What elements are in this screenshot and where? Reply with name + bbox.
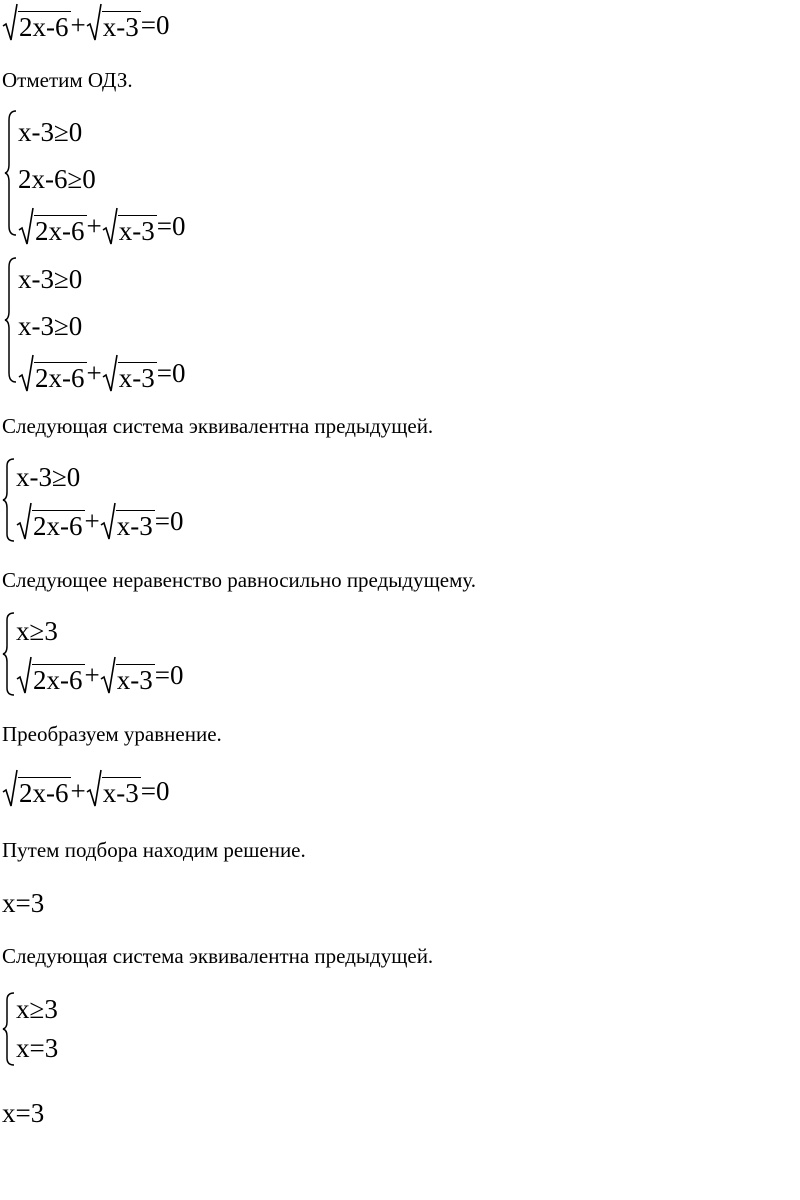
system-5-row-1: x≥3 [16, 994, 58, 1024]
system-4 [2, 610, 183, 698]
system-2-row-1: x-3≥0 [18, 263, 83, 294]
odz-text: Отметим ОДЗ. [2, 68, 133, 92]
equation-transformed: 2x-6 + x-3 =0 [2, 768, 169, 808]
system-4-row-1: x≥3 [16, 616, 58, 646]
system-4-row-2: 2x-6 + x-3 =0 [16, 652, 183, 698]
brace-icon [2, 456, 16, 544]
brace-icon [2, 990, 16, 1068]
sqrt-x-3: x-3 [86, 2, 141, 42]
system-3-row-2: 2x-6 + x-3 =0 [16, 498, 183, 544]
solution: x=3 [2, 888, 45, 918]
system-1-row-2: 2x-6≥0 [18, 163, 96, 194]
system-3-row-1: x-3≥0 [16, 462, 81, 492]
brace-icon [4, 108, 18, 238]
system-3 [2, 456, 183, 544]
system-5-row-2: x=3 [16, 1033, 59, 1063]
system-2-row-3: 2x-6 + x-3 =0 [18, 349, 185, 396]
system-1-row-1: x-3≥0 [18, 116, 83, 147]
system-2-row-2: x-3≥0 [18, 310, 83, 341]
equiv-text-2: Следующая система эквивалентна предыдущей. [2, 944, 434, 968]
brace-icon [4, 255, 18, 385]
system-1 [4, 108, 185, 249]
system-1-row-3: 2x-6 + x-3 =0 [18, 202, 185, 249]
final-answer: x=3 [2, 1098, 45, 1128]
equiv-text-1: Следующая система эквивалентна предыдущей. [2, 414, 434, 438]
brace-icon [2, 610, 16, 698]
ineq-text: Следующее неравенство равносильно предыдущему. [2, 568, 477, 592]
selection-text: Путем подбора находим решение. [2, 838, 306, 862]
sqrt-2x-6: 2x-6 [2, 2, 71, 42]
transform-text: Преобразуем уравнение. [2, 722, 222, 746]
system-5 [2, 990, 58, 1068]
equation-initial: 2x-6 + x-3 =0 [2, 2, 169, 42]
system-2 [4, 255, 185, 396]
